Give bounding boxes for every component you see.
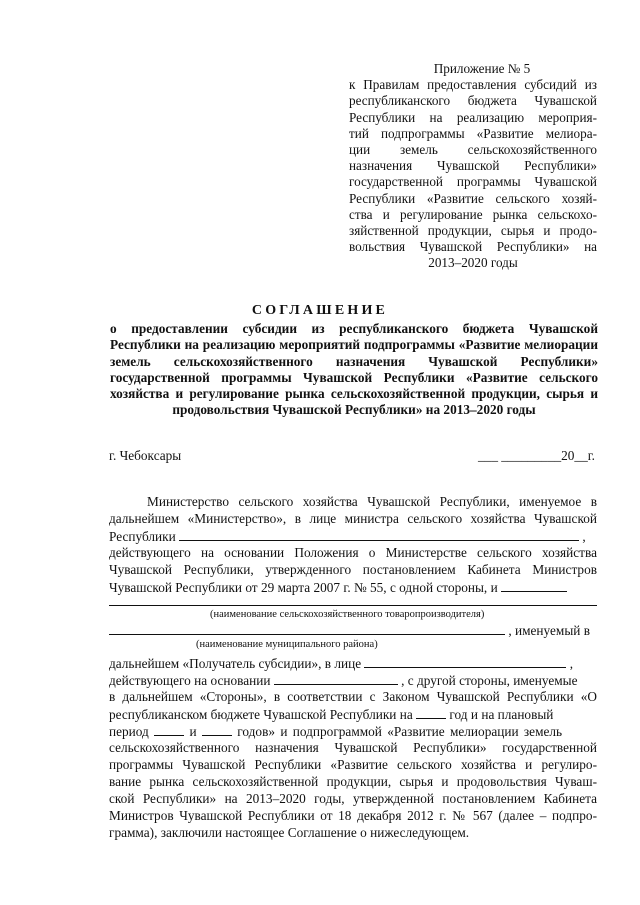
recipient-name-blank: [364, 655, 566, 668]
body-line: ской Республики» на 2013–2020 годы, утвержденной постановлением Кабинета: [109, 791, 597, 806]
document-title: СОГЛАШЕНИЕ: [251, 303, 389, 318]
body-text: год и на плановый: [449, 707, 554, 722]
body-line: сельскохозяйственного назначения Чувашской Республики» государственной: [109, 740, 597, 755]
body-line: программы Чувашской Республики «Развитие сельского хозяйства и регулиро-: [109, 757, 597, 772]
body-text: Чувашской Республики от 29 марта 2007 г. № 55, с одной стороны, и: [109, 580, 498, 595]
body-line: [109, 655, 597, 672]
body-line: Чувашской Республики, утвержденного постановлением Кабинета Министров: [109, 562, 597, 577]
body-line: дальнейшем «Министерство», в лице министра сельского хозяйства Чувашской: [109, 511, 597, 526]
minister-name-blank: [179, 528, 579, 541]
body-line: [109, 579, 597, 596]
body-line: Министерство сельского хозяйства Чувашской Республики, именуемое в: [147, 494, 597, 509]
appendix-line: государственной программы Чувашской: [349, 174, 597, 190]
body-text: период: [109, 724, 149, 739]
body-line: грамма), заключили настоящее Соглашение о нижеследующем.: [109, 825, 470, 840]
caption-producer: (наименование сельскохозяйственного товаропроизводителя): [210, 609, 485, 620]
body-text: республиканском бюджете Чувашской Республики на: [109, 707, 413, 722]
body-line: вание рынка сельскохозяйственной продукции, сырья и продовольствия Чуваш-: [109, 774, 597, 789]
appendix-line: тий подпрограммы «Развитие мелиора-: [349, 125, 597, 141]
body-text: и: [189, 724, 197, 739]
appendix-line: к Правилам предоставления субсидий из: [349, 77, 597, 93]
appendix-line: вольствия Чувашской Республики» на: [349, 239, 597, 255]
period-end-blank: [202, 723, 232, 736]
caption-district: (наименование муниципального района): [196, 639, 378, 650]
period-start-blank: [154, 723, 184, 736]
appendix-line: назначения Чувашской Республики»: [349, 158, 597, 174]
city: г. Чебоксары: [109, 448, 182, 463]
district-blank: [109, 622, 505, 635]
body-text: ,: [569, 656, 574, 671]
body-text: годов» и подпрограммой «Развитие мелиорации земель: [237, 724, 563, 739]
appendix-line: Республики на реализацию мероприя-: [349, 109, 597, 125]
appendix-number: Приложение № 5: [433, 61, 531, 76]
body-text: ,: [582, 529, 586, 544]
appendix-line: Республики «Развитие сельского хозяй-: [349, 190, 597, 206]
appendix-line: республиканского бюджета Чувашской: [349, 93, 597, 109]
body-text: Республики: [109, 529, 176, 544]
body-line: Министров Чувашской Республики от 18 декабря 2012 г. № 567 (далее – подпро-: [109, 808, 597, 823]
body-line: [109, 528, 597, 545]
year-blank: [416, 706, 446, 719]
body-line: [109, 706, 597, 723]
body-line: [109, 723, 597, 740]
body-line: [109, 622, 597, 639]
body-line: в дальнейшем «Стороны», в соответствии с Законом Чувашской Республики «О: [109, 689, 597, 704]
body-text: , именуемый в: [508, 623, 590, 638]
appendix-line: зяйственной продукции, сырья и продо-: [349, 223, 597, 239]
body-line: [109, 672, 597, 689]
basis-blank: [274, 672, 398, 685]
date-field: ___ _________20__г.: [478, 448, 595, 463]
appendix-line: ции земель сельскохозяйственного: [349, 142, 597, 158]
appendix-block: [349, 61, 597, 272]
appendix-line: 2013–2020 годы: [428, 255, 518, 271]
body-line: действующего на основании Положения о Министерстве сельского хозяйства: [109, 545, 597, 560]
body-text: , с другой стороны, именуемые: [401, 673, 578, 688]
producer-blank: [109, 605, 597, 606]
document-subtitle: о предоставлении субсидии из республиканского бюджета Чувашской Республики на реализацию мероприятий подпрограммы «Развитие мелиорации земель сельскохозяйственного назначения Чувашской Республики» государственной программы Чувашской Республики «Развитие сельского хозяйства и регулирование рынка сельскохозяйственной продукции, сырья и продовольствия Чувашской Республики» на 2013–2020 годы: [110, 321, 598, 418]
blank-line: [501, 579, 567, 592]
body-text: дальнейшем «Получатель субсидии», в лице: [109, 656, 362, 671]
body-text: действующего на основании: [109, 673, 271, 688]
appendix-line: ства и регулирование рынка сельскохо-: [349, 206, 597, 222]
